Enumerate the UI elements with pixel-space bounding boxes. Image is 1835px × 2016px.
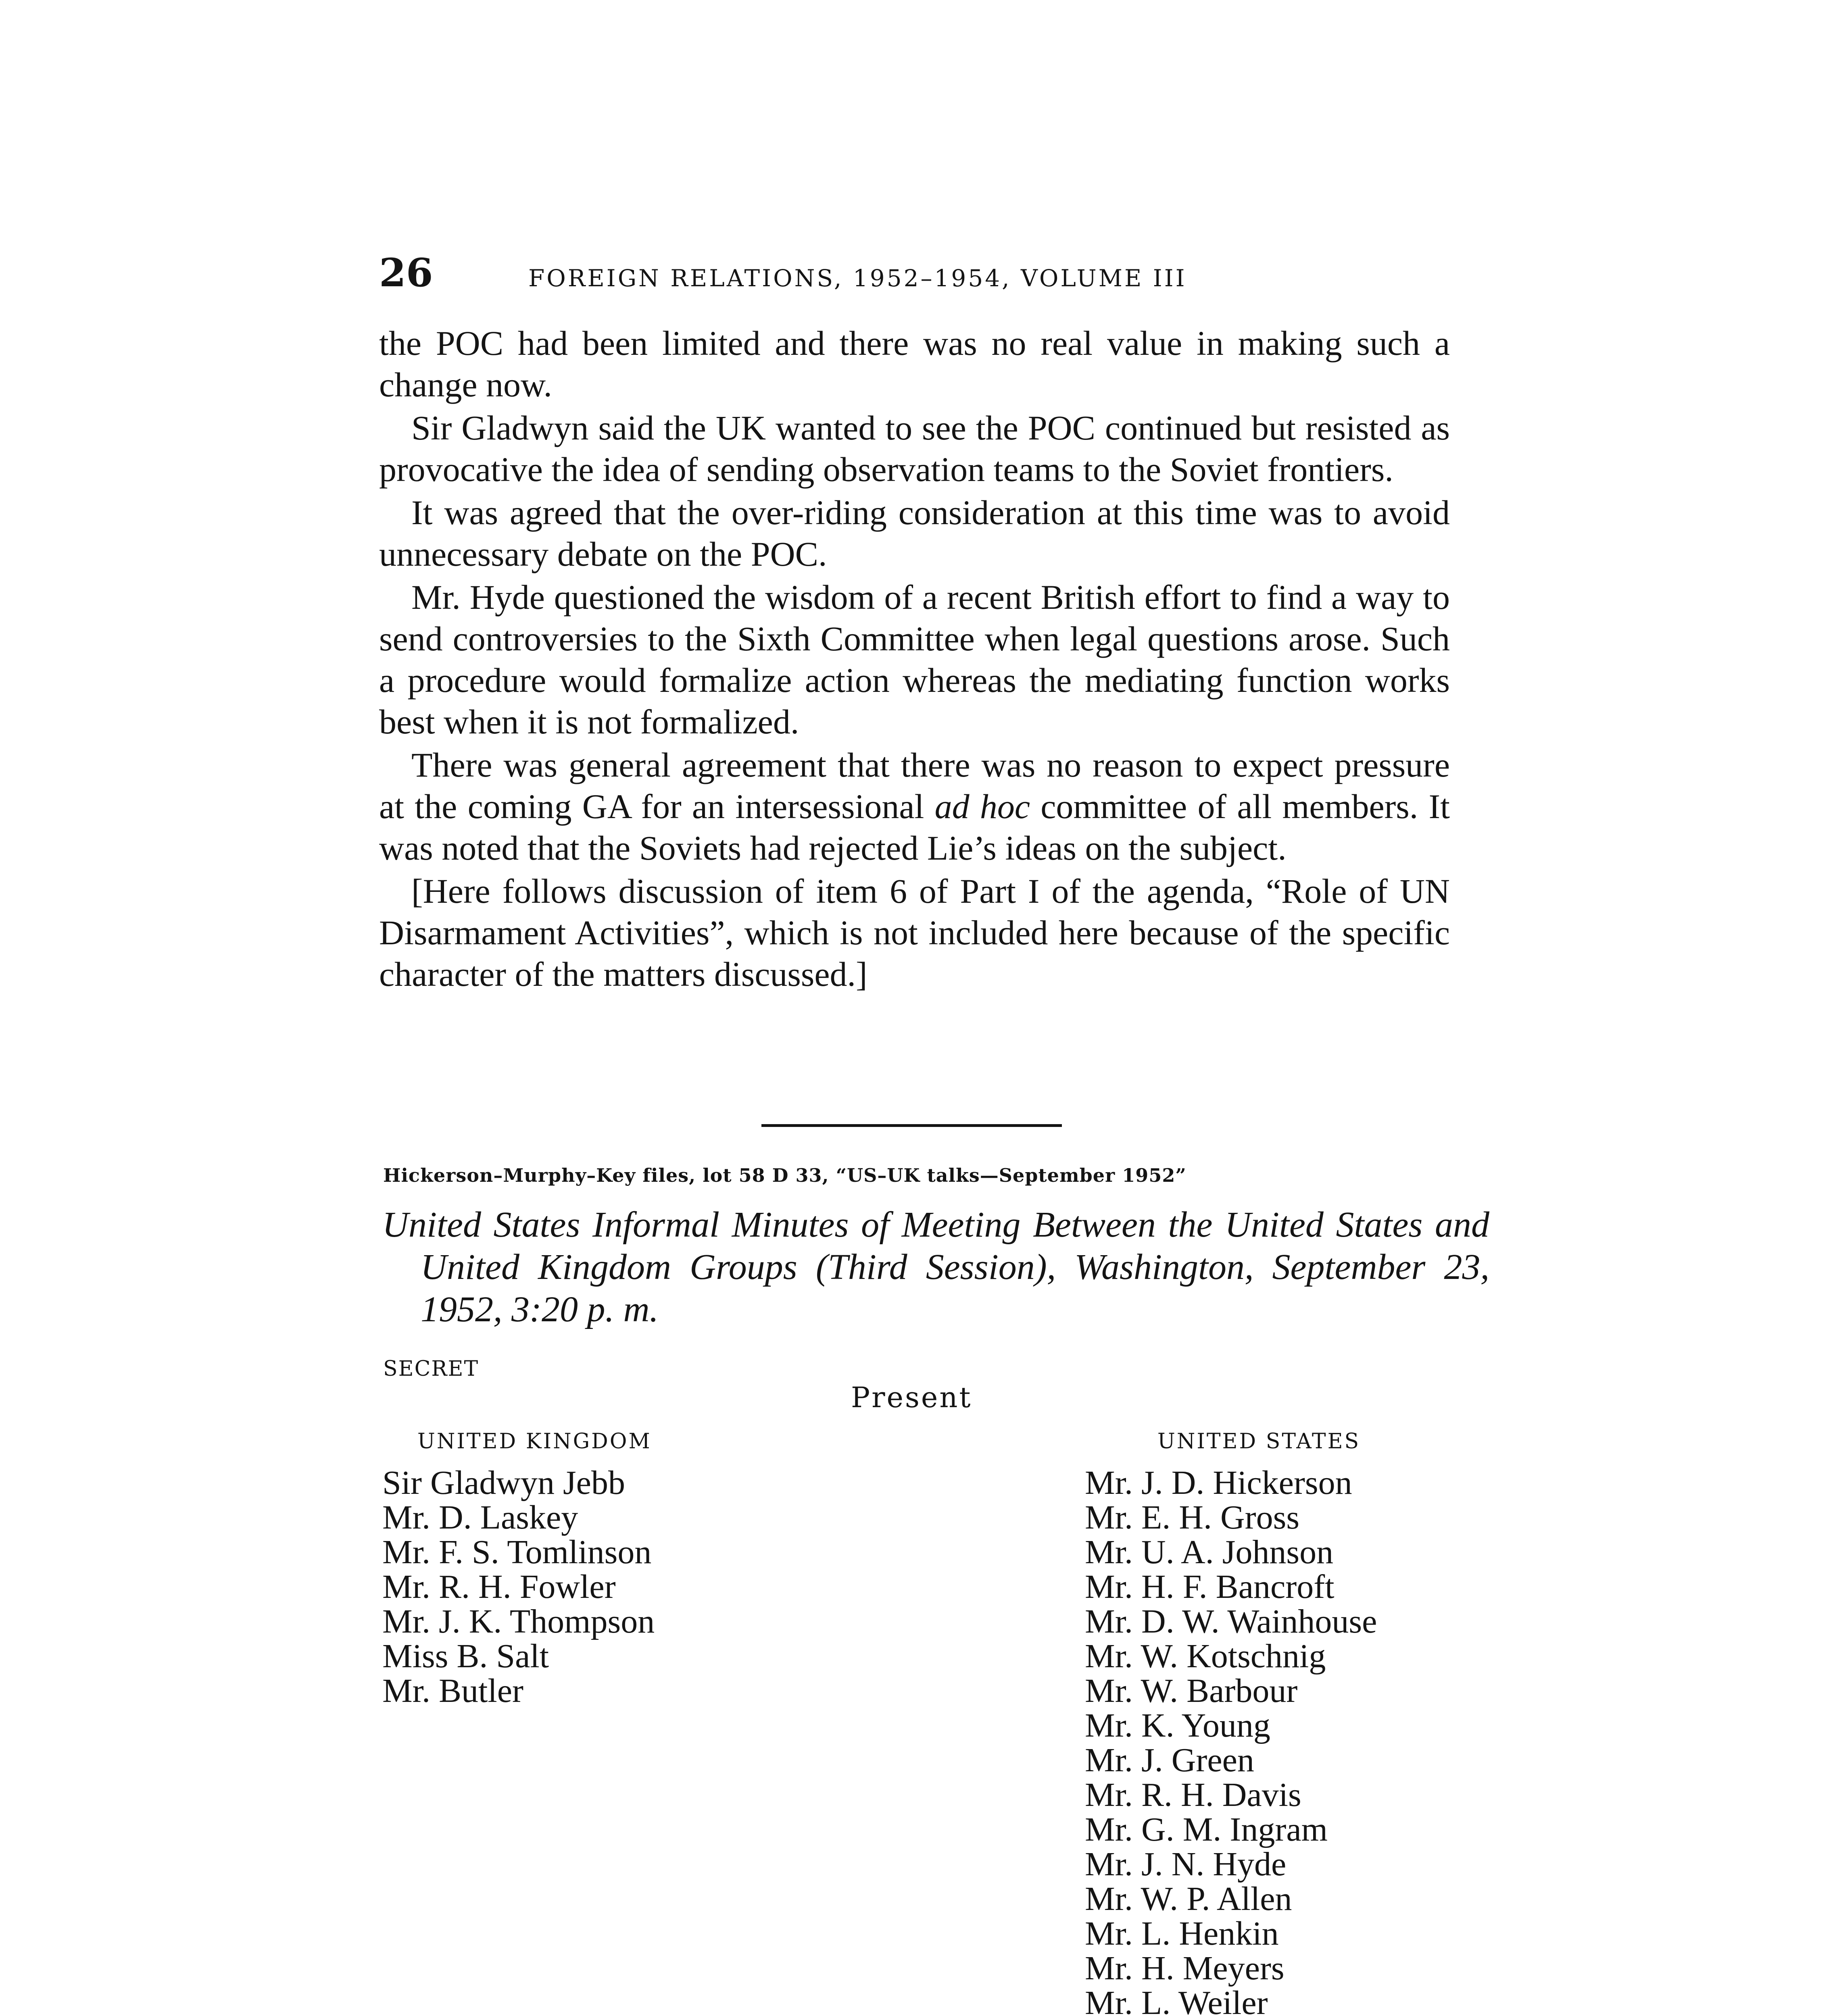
uk-attendee-list bbox=[382, 1466, 655, 1708]
editorial-note: [Here follows discussion of item 6 of Part I of the agenda, “Role of UN Disarmament Activities”, which is not included here because of the specific character of the matters discussed.] bbox=[379, 872, 1450, 993]
attendee: Mr. H. F. Bancroft bbox=[1085, 1568, 1335, 1606]
us-attendee-list bbox=[1085, 1466, 1377, 2016]
attendee: Mr. E. H. Gross bbox=[1085, 1499, 1300, 1536]
attendee: Miss B. Salt bbox=[382, 1637, 549, 1675]
present-heading: Present bbox=[851, 1381, 972, 1414]
attendee: Mr. K. Young bbox=[1085, 1707, 1270, 1744]
attendee: Mr. W. P. Allen bbox=[1085, 1880, 1292, 1918]
agreement-text-after: committee of all members. It was noted that the Soviets had rejected Lie’s ideas on the subject. bbox=[379, 787, 1450, 867]
section-divider bbox=[761, 1124, 1062, 1127]
attendee: Mr. R. H. Davis bbox=[1085, 1776, 1301, 1814]
attendee: Mr. J. K. Thompson bbox=[382, 1603, 655, 1640]
running-title: FOREIGN RELATIONS, 1952–1954, VOLUME III bbox=[528, 264, 1187, 292]
page-number: 26 bbox=[379, 250, 433, 296]
running-head bbox=[379, 250, 1468, 306]
attendee: Mr. R. H. Fowler bbox=[382, 1568, 616, 1606]
attendee: Mr. G. M. Ingram bbox=[1085, 1811, 1328, 1848]
agreement-text-before: There was general agreement that there was no reason to expect pressure at the coming GA for an intersessional bbox=[379, 746, 1450, 826]
attendee: Mr. W. Barbour bbox=[1085, 1672, 1298, 1710]
attendee: Mr. J. Green bbox=[1085, 1741, 1254, 1779]
paragraph-general-agreement bbox=[379, 744, 1450, 869]
paragraph-sir-gladwyn: Sir Gladwyn said the UK wanted to see the POC continued but resisted as provocative the idea of sending observation teams to the Soviet frontiers. bbox=[379, 408, 1450, 489]
uk-heading: UNITED KINGDOM bbox=[417, 1429, 652, 1454]
attendee: Mr. D. Laskey bbox=[382, 1499, 578, 1536]
attendee: Mr. H. Meyers bbox=[1085, 1949, 1284, 1987]
agreement-text-italic: ad hoc bbox=[934, 787, 1030, 826]
paragraph-continued: the POC had been limited and there was no real value in making such a change now. bbox=[379, 324, 1450, 404]
attendee: Mr. Butler bbox=[382, 1672, 523, 1710]
attendee: Mr. F. S. Tomlinson bbox=[382, 1533, 652, 1571]
paragraph-agreed: It was agreed that the over-riding consideration at this time was to avoid unnecessary debate on the POC. bbox=[379, 493, 1450, 573]
attendee: Sir Gladwyn Jebb bbox=[382, 1464, 625, 1502]
attendee: Mr. W. Kotschnig bbox=[1085, 1637, 1326, 1675]
attendee: Mr. J. N. Hyde bbox=[1085, 1845, 1287, 1883]
attendee: Mr. D. W. Wainhouse bbox=[1085, 1603, 1377, 1640]
attendee: Mr. L. Henkin bbox=[1085, 1915, 1279, 1952]
us-heading: UNITED STATES bbox=[1157, 1429, 1361, 1454]
attendee: Mr. U. A. Johnson bbox=[1085, 1533, 1334, 1571]
source-note: Hickerson–Murphy–Key files, lot 58 D 33, “US–UK talks—September 1952” bbox=[383, 1164, 1186, 1186]
document-title: United States Informal Minutes of Meeting Between the United States and United Kingdom Groups (Third Session), Washington, September 23, 1952, 3:20 p. m. bbox=[382, 1205, 1489, 1329]
classification-marking: SECRET bbox=[383, 1357, 479, 1381]
paragraph-mr-hyde: Mr. Hyde questioned the wisdom of a recent British effort to find a way to send controversies to the Sixth Committee when legal questions arose. Such a procedure would formalize action whereas the mediating function works best when it is not formalized. bbox=[379, 578, 1450, 741]
attendee: Mr. L. Weiler bbox=[1085, 1984, 1268, 2016]
top-section bbox=[379, 323, 1450, 997]
attendee: Mr. J. D. Hickerson bbox=[1085, 1464, 1352, 1502]
